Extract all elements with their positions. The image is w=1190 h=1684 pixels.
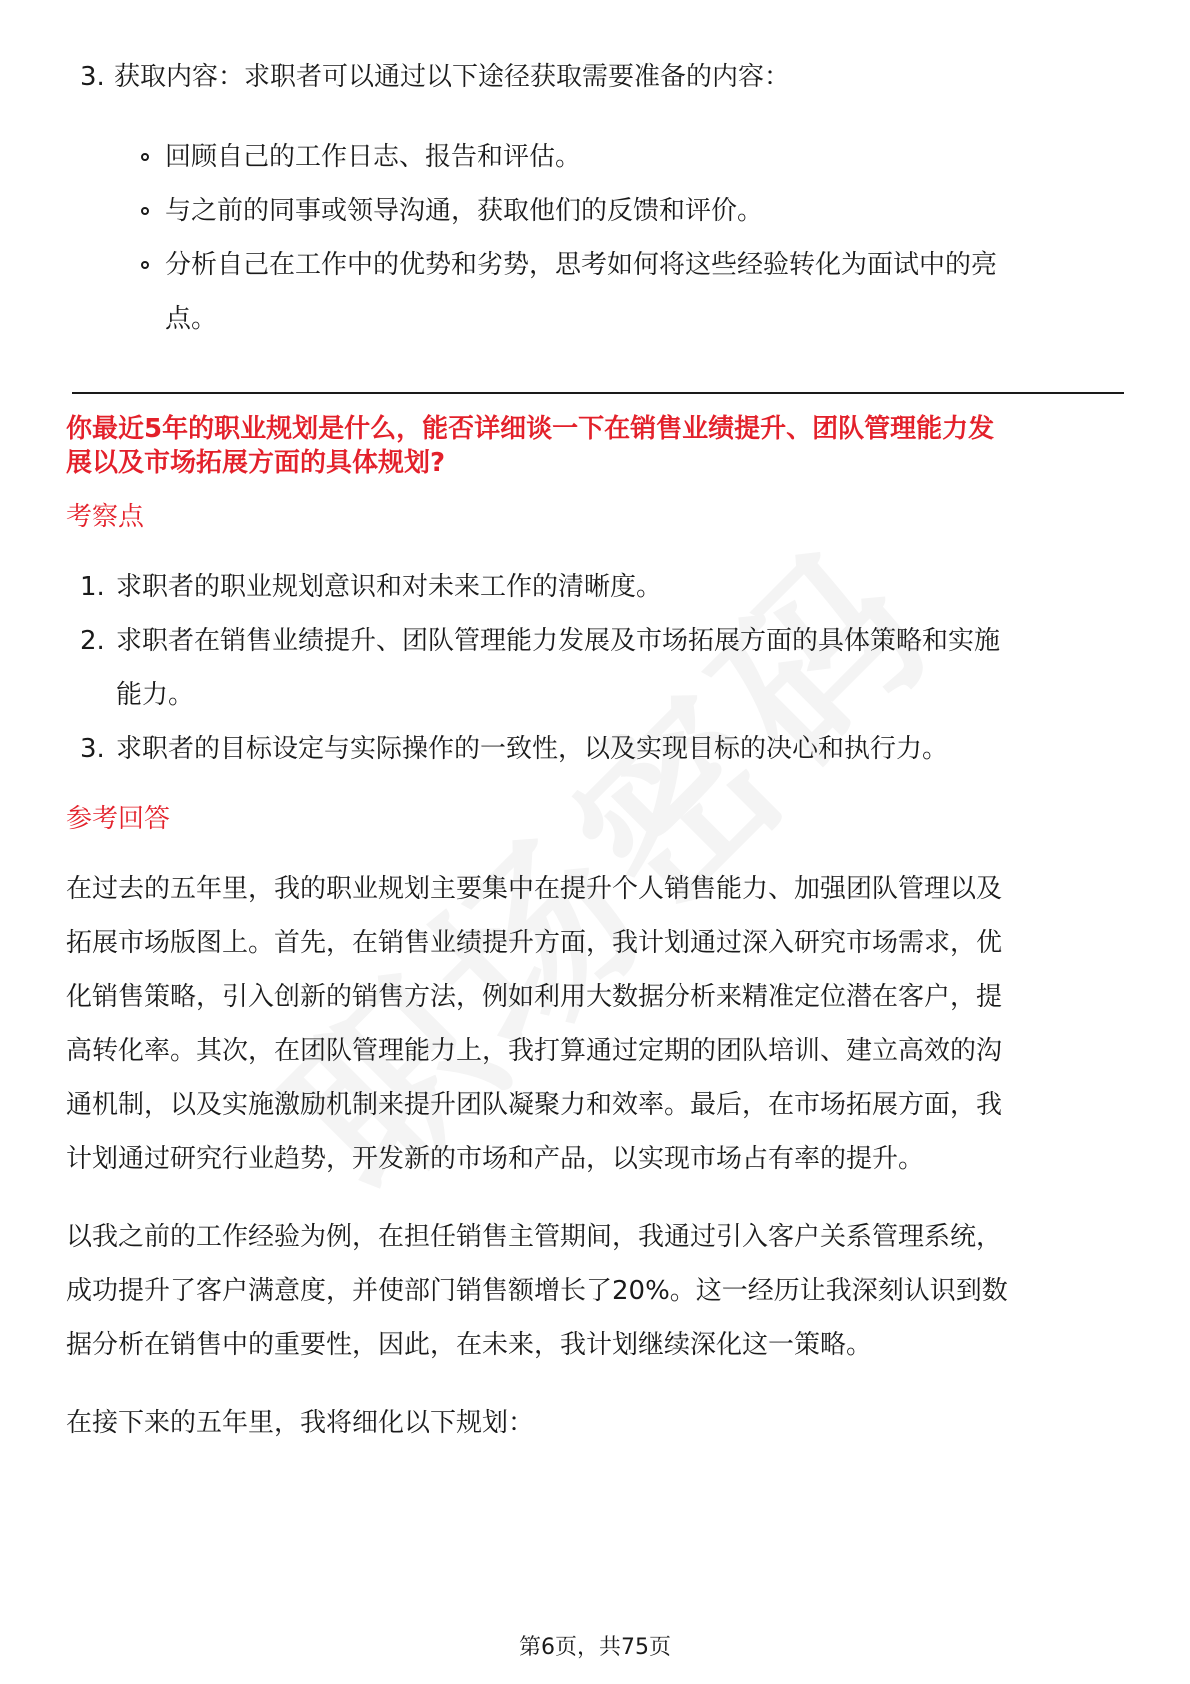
exam-point-item-continuation: 能力。 [116, 680, 195, 710]
sub-bullet-item-continuation: 点。 [165, 304, 218, 334]
answer-paragraph-line: 在过去的五年里，我的职业规划主要集中在提升个人销售能力、加强团队管理以及 [66, 874, 1003, 904]
answer-paragraph-line: 以我之前的工作经验为例，在担任销售主管期间，我通过引入客户关系管理系统， [66, 1222, 1003, 1252]
list-number: 2. [80, 626, 105, 656]
list-number: 3. [80, 62, 105, 92]
answer-paragraph-line: 据分析在销售中的重要性，因此，在未来，我计划继续深化这一策略。 [66, 1330, 873, 1360]
answer-paragraph-line: 高转化率。其次，在团队管理能力上，我打算通过定期的团队培训、建立高效的沟 [66, 1036, 1003, 1066]
exam-points-heading: 考察点 [66, 502, 145, 532]
sub-bullet-item: 分析自己在工作中的优势和劣势，思考如何将这些经验转化为面试中的亮 [165, 250, 998, 280]
question-title-line1: 你最近5年的职业规划是什么，能否详细谈一下在销售业绩提升、团队管理能力发 [66, 414, 995, 444]
question-title-line2: 展以及市场拓展方面的具体规划? [66, 448, 446, 478]
answer-paragraph-line: 通机制，以及实施激励机制来提升团队凝聚力和效率。最后，在市场拓展方面，我 [66, 1090, 1003, 1120]
answer-paragraph-line: 计划通过研究行业趋势，开发新的市场和产品，以实现市场占有率的提升。 [66, 1144, 925, 1174]
answer-paragraph-line: 成功提升了客户满意度，并使部门销售额增长了20%。这一经历让我深刻认识到数 [66, 1276, 1008, 1306]
list-number: 3. [80, 734, 105, 764]
answer-paragraph-line: 在接下来的五年里，我将细化以下规划： [66, 1408, 535, 1438]
list-item-text: 获取内容：求职者可以通过以下途径获取需要准备的内容： [114, 62, 791, 92]
section-divider [72, 392, 1124, 394]
answer-paragraph-line: 拓展市场版图上。首先，在销售业绩提升方面，我计划通过深入研究市场需求，优 [66, 928, 1003, 958]
answer-heading: 参考回答 [66, 804, 171, 834]
sub-bullet-item: 回顾自己的工作日志、报告和评估。 [165, 142, 582, 172]
exam-point-item: 求职者的目标设定与实际操作的一致性，以及实现目标的决心和执行力。 [116, 734, 949, 764]
exam-point-item: 求职者的职业规划意识和对未来工作的清晰度。 [116, 572, 663, 602]
bullet-circle-icon [141, 153, 149, 161]
bullet-circle-icon [141, 207, 149, 215]
answer-paragraph-line: 化销售策略，引入创新的销售方法，例如利用大数据分析来精准定位潜在客户，提 [66, 982, 1003, 1012]
exam-point-item: 求职者在销售业绩提升、团队管理能力发展及市场拓展方面的具体策略和实施 [116, 626, 1001, 656]
bullet-circle-icon [141, 261, 149, 269]
page-footer: 第6页，共75页 [519, 1635, 671, 1660]
list-number: 1. [80, 572, 105, 602]
sub-bullet-item: 与之前的同事或领导沟通，获取他们的反馈和评价。 [165, 196, 764, 226]
